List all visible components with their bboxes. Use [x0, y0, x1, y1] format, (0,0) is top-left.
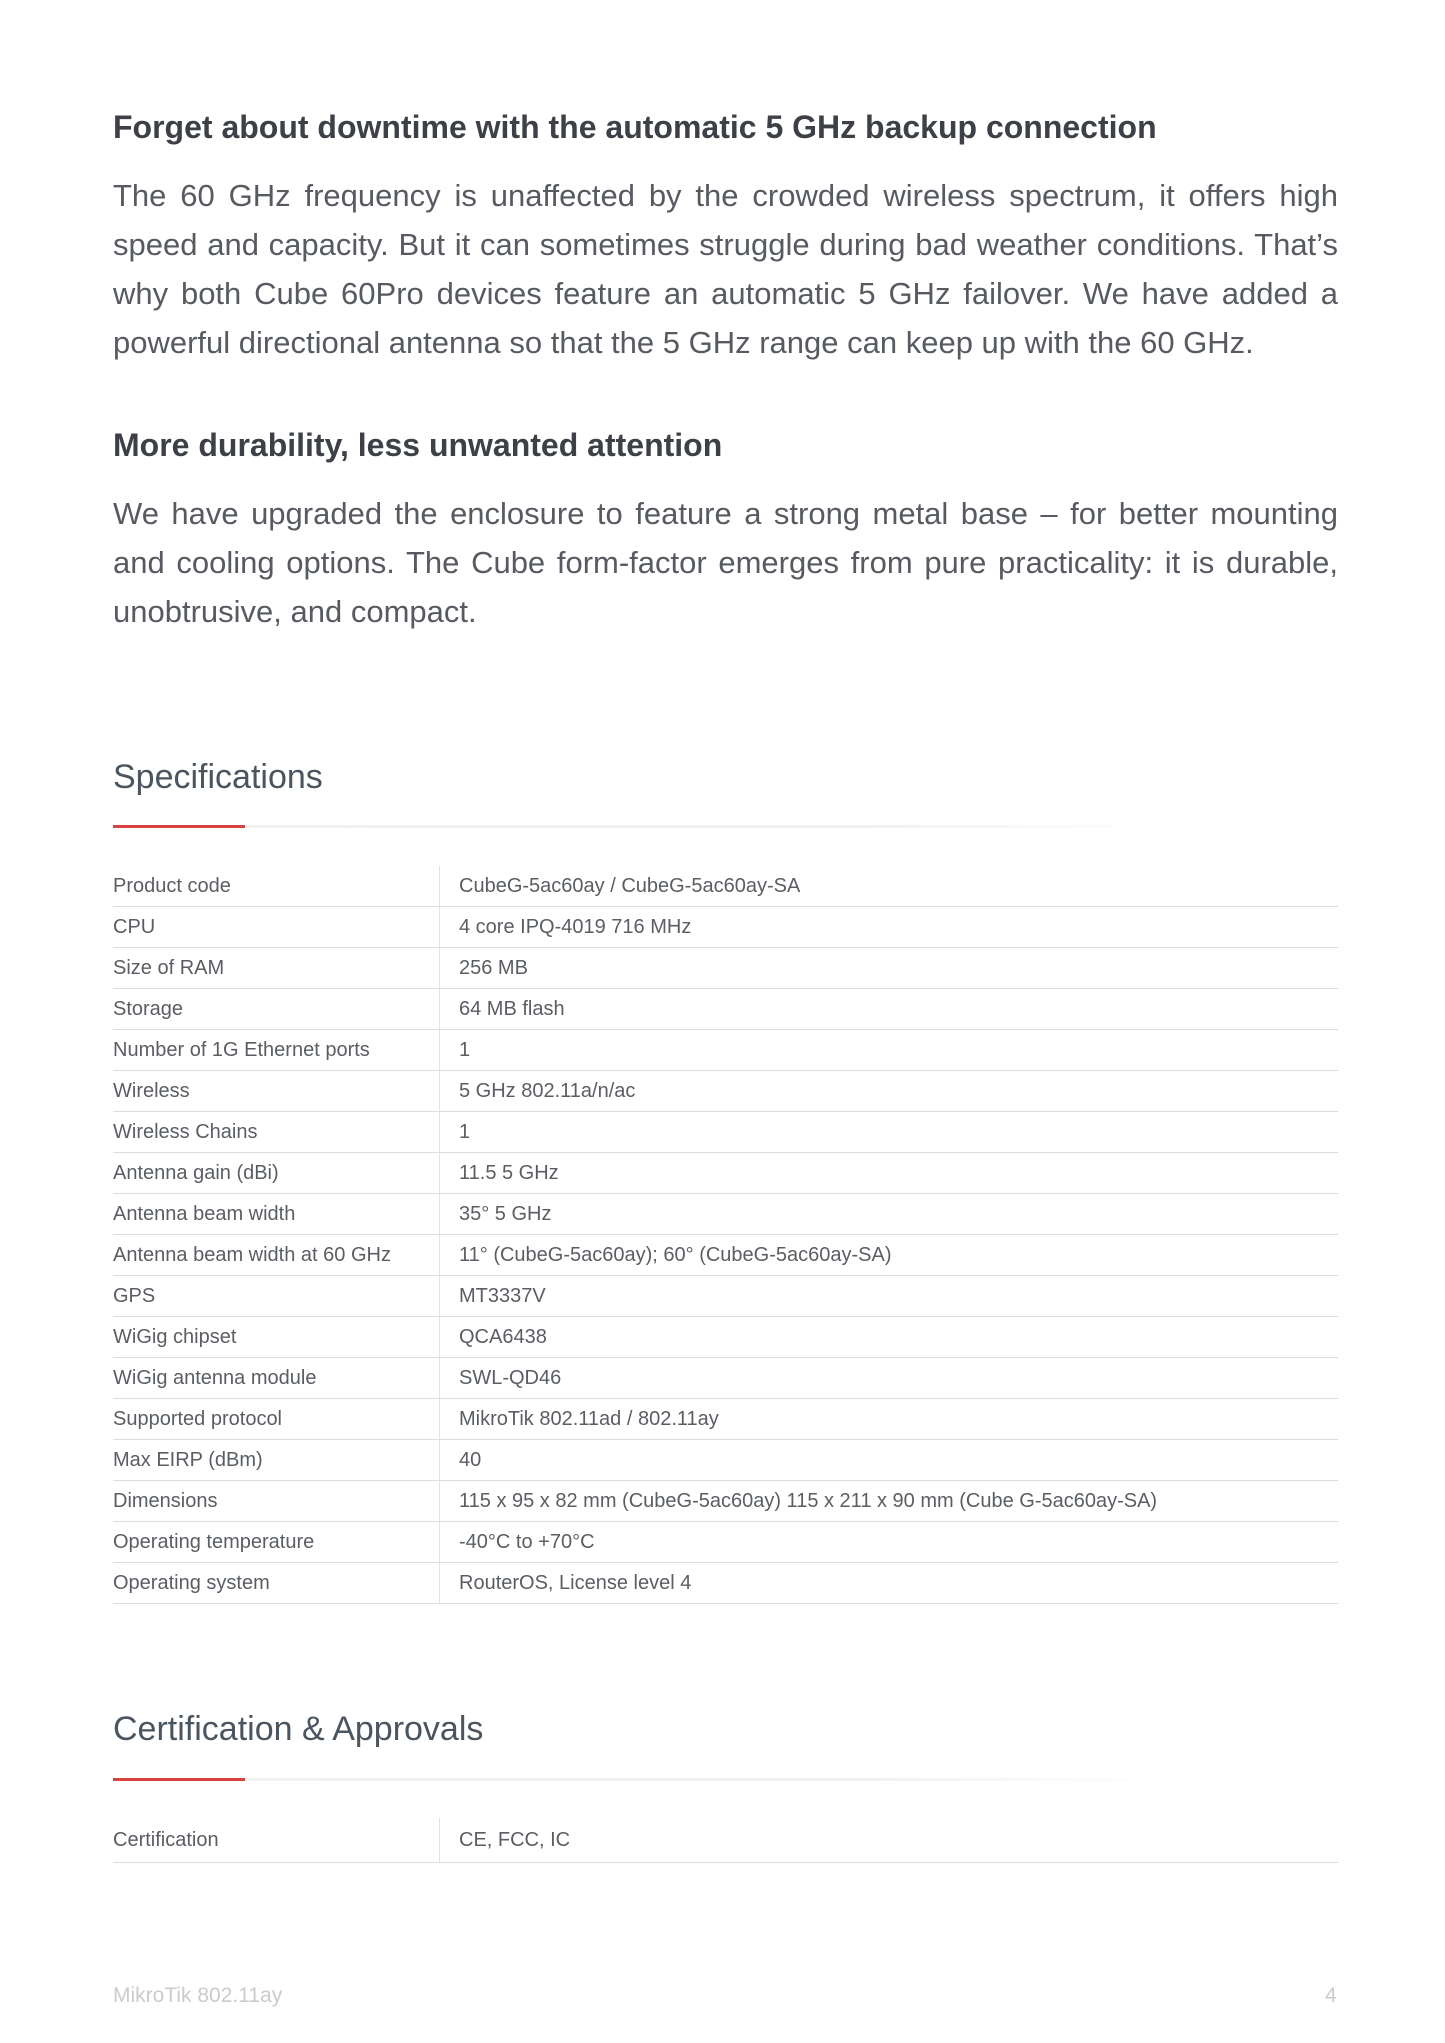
row-label: WiGig antenna module [113, 1358, 440, 1399]
accent-bar [113, 825, 245, 828]
row-value: MT3337V [440, 1276, 1339, 1317]
row-label: Number of 1G Ethernet ports [113, 1030, 440, 1071]
table-row [113, 989, 1338, 1030]
row-value: 5 GHz 802.11a/n/ac [440, 1071, 1339, 1112]
row-value: 1 [440, 1112, 1339, 1153]
row-value: SWL-QD46 [440, 1358, 1339, 1399]
table-row [113, 1481, 1338, 1522]
table-row [113, 1194, 1338, 1235]
row-label: Supported protocol [113, 1399, 440, 1440]
row-value: 35° 5 GHz [440, 1194, 1339, 1235]
row-label: Dimensions [113, 1481, 440, 1522]
feature-paragraph-backup: The 60 GHz frequency is unaffected by the crowded wireless spectrum, it offers high speed and capacity. But it can sometimes struggle during bad weather conditions. That’s why both Cube 60Pro devices feature an automatic 5 GHz failover. We have added a powerful directional antenna so that the 5 GHz range can keep up with the 60 GHz. [113, 178, 1338, 360]
row-value: MikroTik 802.11ad / 802.11ay [440, 1399, 1339, 1440]
row-label: GPS [113, 1276, 440, 1317]
footer-product-name: MikroTik 802.11ay [113, 1984, 283, 2007]
row-value: CE, FCC, IC [440, 1818, 1339, 1863]
certification-title: Certification & Approvals [113, 1710, 484, 1748]
table-row [113, 1276, 1338, 1317]
table-row [113, 1522, 1338, 1563]
specifications-divider [113, 825, 1163, 828]
table-row [113, 1112, 1338, 1153]
table-row [113, 1399, 1338, 1440]
feature-paragraph-durability: We have upgraded the enclosure to feature a strong metal base – for better mounting and cooling options. The Cube form-factor emerges from pure practicality: it is durable, unobtrusive, and compact. [113, 496, 1338, 629]
row-value: 64 MB flash [440, 989, 1339, 1030]
row-label: Wireless [113, 1071, 440, 1112]
row-value: RouterOS, License level 4 [440, 1563, 1339, 1604]
row-label: Certification [113, 1818, 440, 1863]
row-value: 40 [440, 1440, 1339, 1481]
row-value: 115 x 95 x 82 mm (CubeG-5ac60ay) 115 x 211 x 90 mm (Cube G-5ac60ay-SA) [440, 1481, 1339, 1522]
table-row [113, 907, 1338, 948]
row-label: Product code [113, 866, 440, 907]
row-value: 11° (CubeG-5ac60ay); 60° (CubeG-5ac60ay-SA) [440, 1235, 1339, 1276]
table-row [113, 1358, 1338, 1399]
table-row [113, 1071, 1338, 1112]
row-value: 1 [440, 1030, 1339, 1071]
row-label: Max EIRP (dBm) [113, 1440, 440, 1481]
table-row [113, 948, 1338, 989]
table-row [113, 1818, 1338, 1863]
table-row [113, 1235, 1338, 1276]
row-label: Antenna beam width at 60 GHz [113, 1235, 440, 1276]
row-value: 11.5 5 GHz [440, 1153, 1339, 1194]
certification-table [113, 1818, 1338, 1863]
specifications-title: Specifications [113, 758, 323, 796]
row-value: 4 core IPQ-4019 716 MHz [440, 907, 1339, 948]
row-label: Storage [113, 989, 440, 1030]
table-row [113, 1317, 1338, 1358]
specifications-table [113, 866, 1338, 1604]
row-label: Antenna beam width [113, 1194, 440, 1235]
accent-bar [113, 1778, 245, 1781]
certification-divider [113, 1778, 1163, 1781]
feature-heading-backup: Forget about downtime with the automatic 5 GHz backup connection [113, 109, 1157, 145]
row-label: CPU [113, 907, 440, 948]
row-value: 256 MB [440, 948, 1339, 989]
row-label: Wireless Chains [113, 1112, 440, 1153]
table-row [113, 1563, 1338, 1604]
row-value: -40°C to +70°C [440, 1522, 1339, 1563]
feature-heading-durability: More durability, less unwanted attention [113, 427, 723, 463]
row-label: Size of RAM [113, 948, 440, 989]
table-row [113, 1030, 1338, 1071]
row-value: QCA6438 [440, 1317, 1339, 1358]
row-label: Operating system [113, 1563, 440, 1604]
table-row [113, 1440, 1338, 1481]
table-row [113, 866, 1338, 907]
footer-page-number: 4 [1325, 1984, 1337, 2007]
table-row [113, 1153, 1338, 1194]
row-label: Operating temperature [113, 1522, 440, 1563]
row-label: WiGig chipset [113, 1317, 440, 1358]
row-label: Antenna gain (dBi) [113, 1153, 440, 1194]
row-value: CubeG-5ac60ay / CubeG-5ac60ay-SA [440, 866, 1339, 907]
